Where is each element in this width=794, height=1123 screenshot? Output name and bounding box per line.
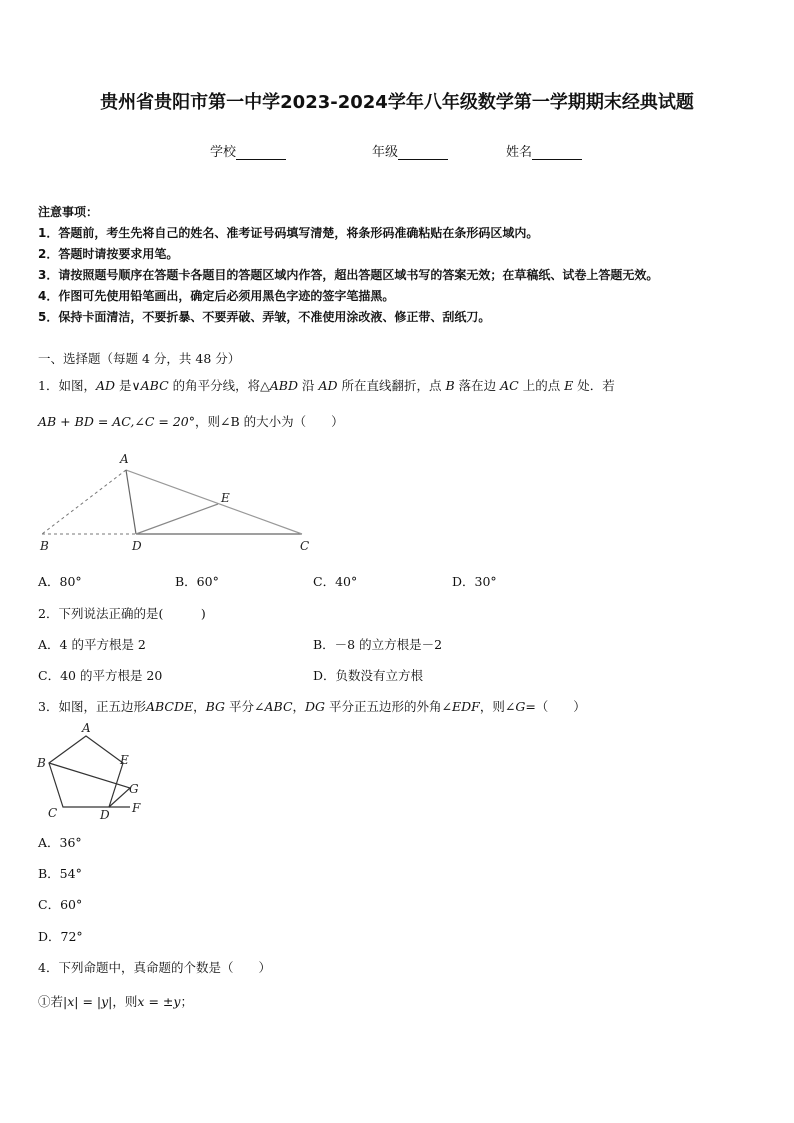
q1-option-c[interactable]: C．40° [313,574,358,589]
grade-field [372,141,448,160]
q1-text: 落在边 [454,378,501,393]
q2-option-a[interactable]: A．4 的平方根是 2 [38,637,146,652]
q2-option-c[interactable]: C．40 的平方根是 20 [38,668,163,683]
grade-blank [398,145,448,160]
q2-stem: 2．下列说法正确的是( ) [38,606,206,621]
note-item: 4．作图可先使用铅笔画出，确定后必须用黑色字迹的签字笔描黑。 [38,289,395,303]
q3-pentagon-figure [30,720,160,825]
q1-formula: AB + BD = AC,∠C = 20° [38,414,195,429]
label-E: E [120,753,129,767]
notes-heading: 注意事项： [38,205,99,219]
name-label: 姓名 [506,145,533,160]
q2-option-b[interactable]: B．－8 的立方根是－2 [313,637,443,652]
school-label: 学校 [210,145,237,160]
q1-math: AD [318,378,338,393]
q3-math: DG [305,699,326,714]
label-E: E [221,491,230,505]
q2-option-d[interactable]: D．负数没有立方根 [313,668,424,683]
pentagon-ABCDE [49,736,123,807]
label-A: A [120,452,129,466]
q1-math: ABD [269,378,299,393]
q1-math: B [445,378,455,393]
q1-stem-line2 [38,412,344,430]
q3-text: 3．如图，正五边形 [38,699,146,714]
segment-AC [126,470,302,534]
q1-text: ，则∠B 的大小为（ ） [195,414,344,429]
label-D: D [100,808,110,822]
q1-text: 是 [115,378,132,393]
q1-text: 所在直线翻折，点 [337,378,446,393]
segment-AB [42,470,126,534]
q4-math: |x| = |y| [63,994,113,1009]
page-title: 贵州省贵阳市第一中学2023-2024学年八年级数学第一学期期末经典试题 [100,92,694,113]
q4-text: ； [180,994,193,1009]
q1-math: E [564,378,574,393]
label-A: A [82,721,91,735]
q1-text: 上的点 [518,378,565,393]
label-C: C [300,539,310,553]
q1-stem-line1 [38,376,615,394]
label-F: F [132,801,141,815]
name-field [506,141,582,160]
segment-BG [49,763,130,788]
q3-option-a[interactable]: A．36° [38,835,82,850]
q3-text: 平分正五边形的外角∠ [325,699,452,714]
q1-text: 沿 [298,378,319,393]
q3-text: ， [292,699,306,714]
q1-math: ∨ABC [131,378,169,393]
q1-option-b[interactable]: B．60° [175,574,219,589]
q1-option-d[interactable]: D．30° [452,574,497,589]
q4-stem: 4．下列命题中，真命题的个数是（ ） [38,960,271,975]
q1-text: 处．若 [573,378,615,393]
q1-option-a[interactable]: A．80° [38,574,82,589]
section-heading: 一、选择题（每题 4 分，共 48 分） [38,351,241,366]
label-C: C [48,806,58,820]
segment-AD [126,470,136,534]
q1-math: AC [500,378,519,393]
q3-text: =（ ） [525,699,586,714]
q4-item-1 [38,992,193,1010]
q1-text: 的角平分线，将△ [168,378,270,393]
school-field [210,141,286,160]
q3-text: ，则∠ [479,699,516,714]
q3-math: EDF [452,699,480,714]
q3-math: ABC [264,699,293,714]
note-item: 2．答题时请按要求用笔。 [38,247,179,261]
label-D: D [132,539,142,553]
school-blank [236,145,286,160]
q4-text: ，则 [112,994,138,1009]
q3-text: 平分∠ [225,699,265,714]
q3-math: ABCDE [145,699,194,714]
segment-DE [136,504,218,534]
q4-math: x = ±y [137,994,181,1009]
note-item: 5．保持卡面清洁，不要折暴、不要弄破、弄皱，不准使用涂改液、修正带、刮纸刀。 [38,310,491,324]
q3-stem [38,697,586,715]
q3-math: G [515,699,526,714]
q1-text: 1．如图， [38,378,96,393]
name-blank [532,145,582,160]
q3-text: ， [193,699,206,714]
label-G: G [129,782,139,796]
q1-math: AD [95,378,116,393]
label-B: B [37,756,46,770]
q1-triangle-figure [30,448,330,558]
note-item: 3．请按照题号顺序在答题卡各题目的答题区域内作答，超出答题区域书写的答案无效；在草稿纸、试卷上答题无效。 [38,268,659,282]
q3-math: BG [205,699,226,714]
q3-option-d[interactable]: D．72° [38,929,83,944]
note-item: 1．答题前，考生先将自己的姓名、准考证号码填写清楚，将条形码准确粘贴在条形码区域内。 [38,226,539,240]
q4-text: ①若 [38,994,64,1009]
q3-option-b[interactable]: B．54° [38,866,82,881]
label-B: B [40,539,49,553]
q3-option-c[interactable]: C．60° [38,897,83,912]
grade-label: 年级 [372,145,399,160]
